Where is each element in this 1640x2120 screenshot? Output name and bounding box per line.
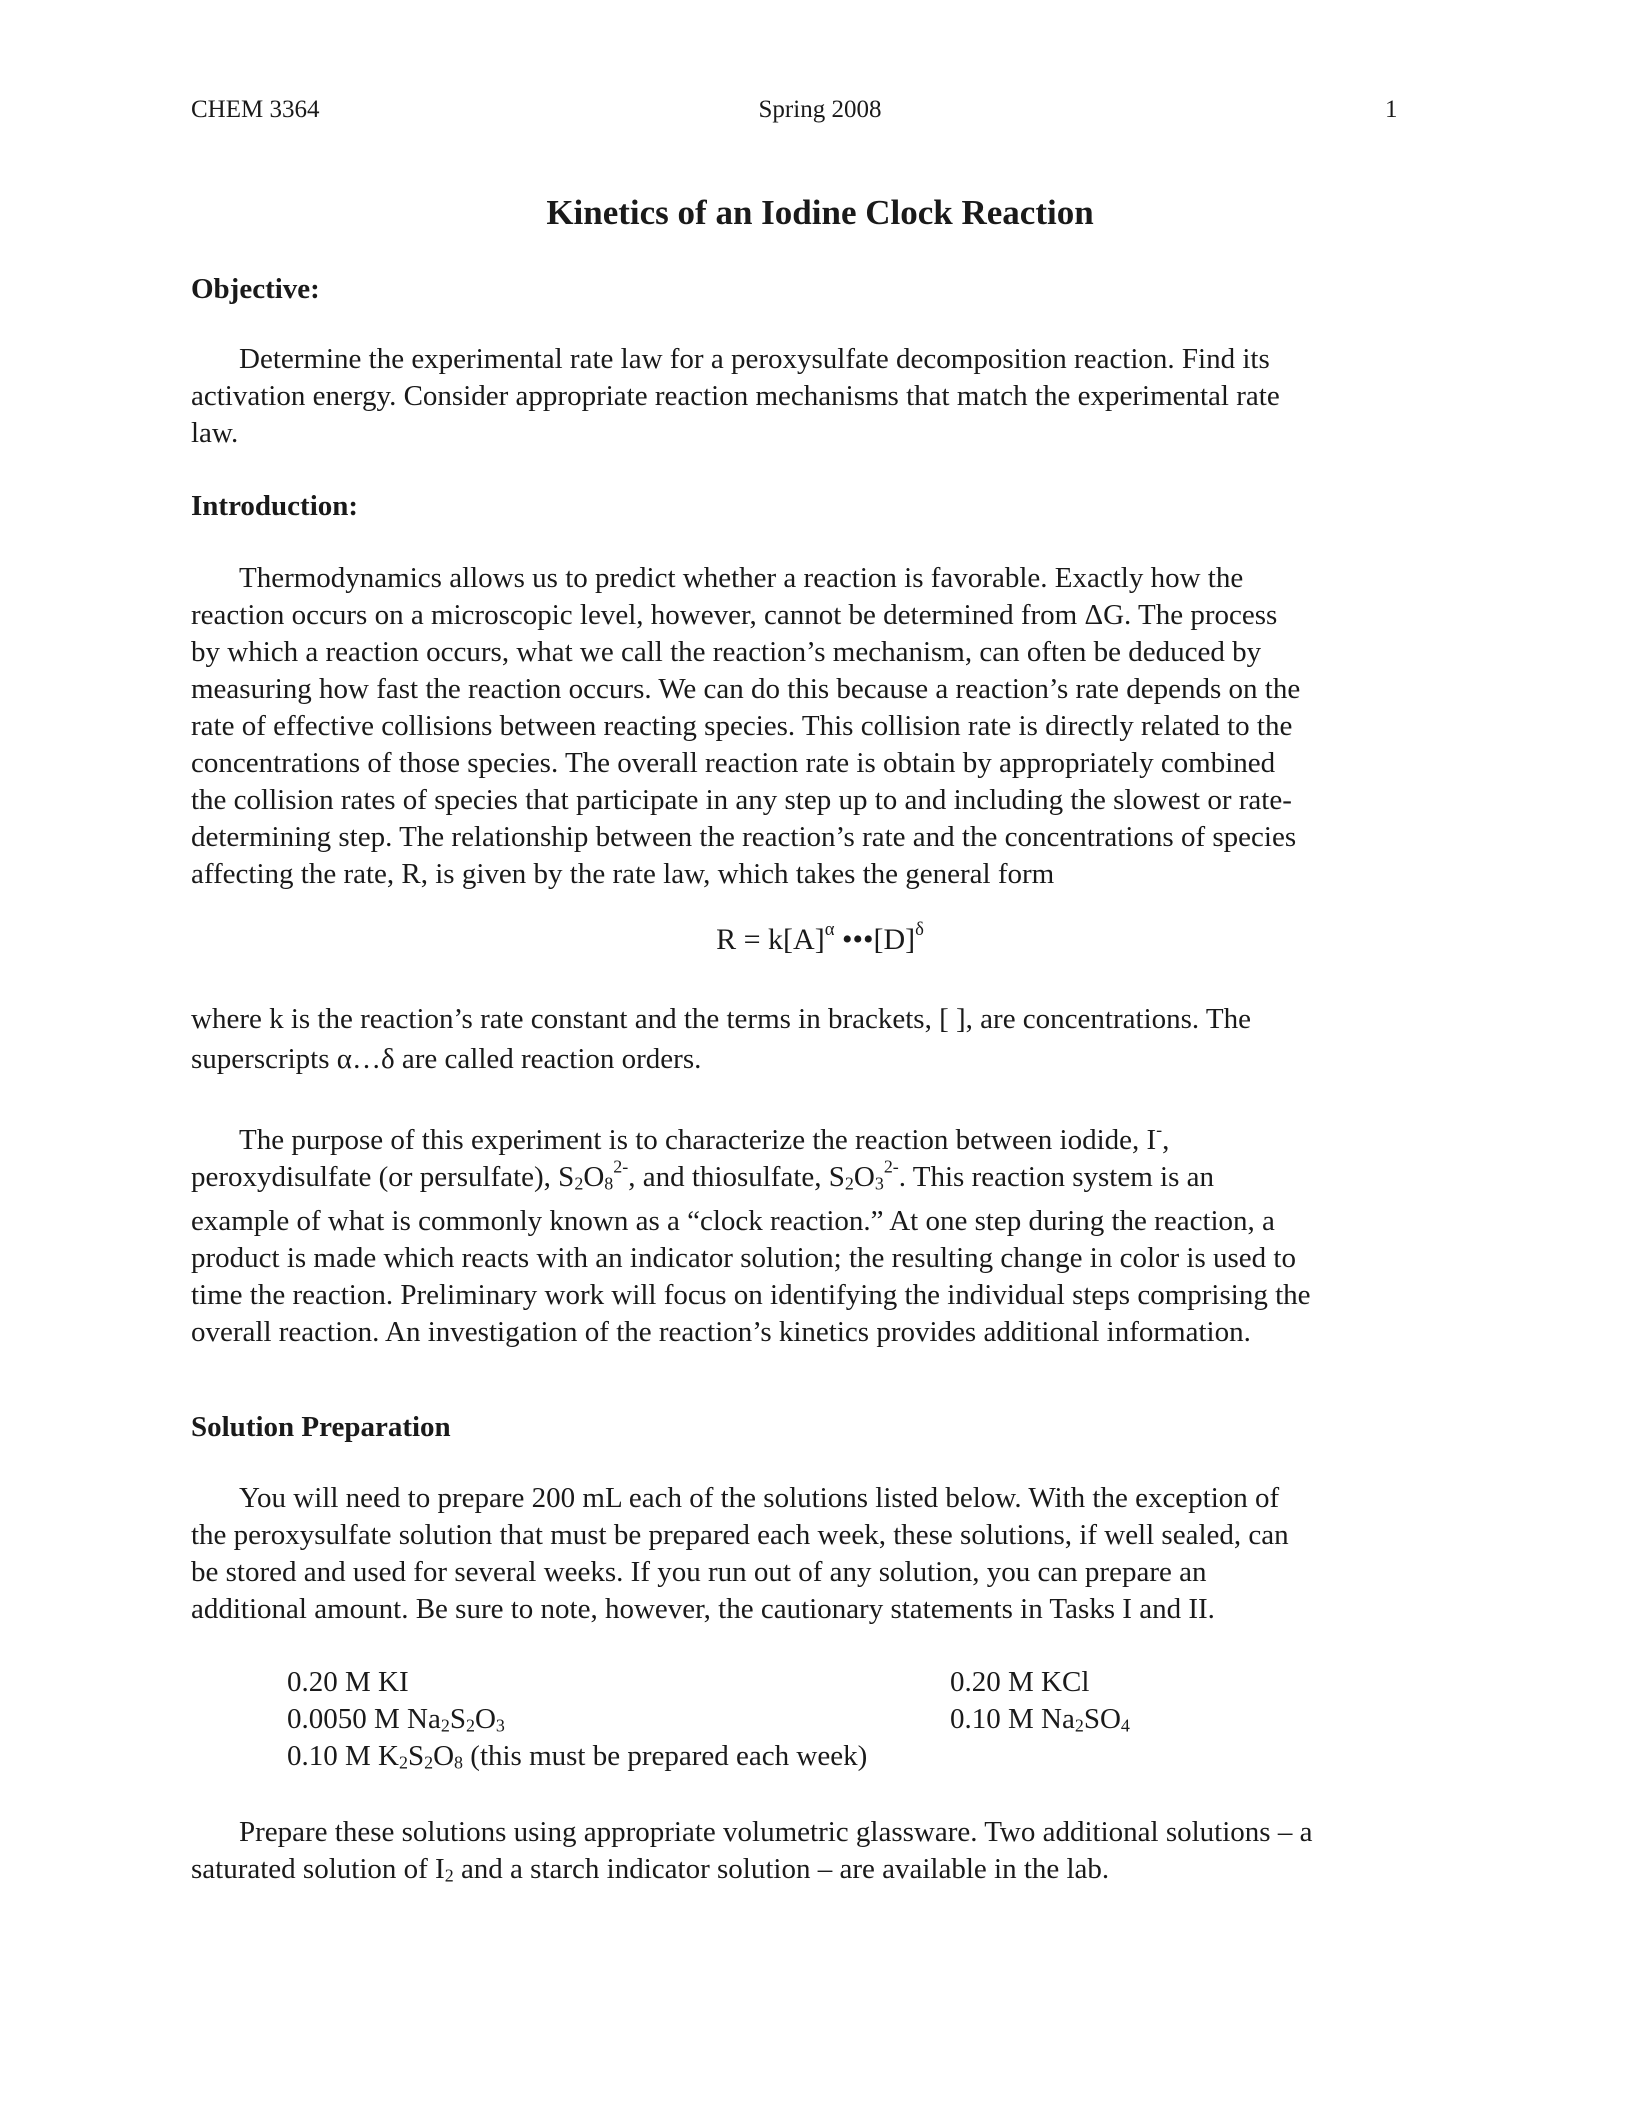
rate-law-equation: $R = k[A]^\alpha$ $•••[D]^\delta$: [716, 919, 924, 956]
intro-line: rate of effective collisions between reacting species. This collision rate is directly related to the: [191, 710, 1293, 742]
intro-line: affecting the rate, R, is given by the rate law, which takes the general form: [191, 858, 1055, 890]
solution-line: additional amount. Be sure to note, however, the cautionary statements in Tasks I and II.: [191, 1593, 1215, 1625]
solution-prep-paragraph-1: [191, 1480, 1441, 1628]
introduction-heading: Introduction:: [191, 490, 359, 522]
page-number: 1: [1385, 96, 1398, 123]
introduction-paragraph-2: [191, 999, 1441, 1079]
solution-line: saturated solution of $I_2$ and a starch indicator solution – are available in the lab.: [191, 1853, 1110, 1886]
objective-paragraph: [191, 341, 1441, 452]
intro-line: where k is the reaction’s rate constant and the terms in brackets, [ ], are concentrations. The: [191, 1003, 1251, 1035]
solution-thiosulfate: 0.0050 M $Na_2S_2O_3$: [287, 1703, 505, 1736]
solution-ki: 0.20 M KI: [287, 1666, 409, 1698]
objective-heading: Objective:: [191, 273, 320, 305]
solution-prep-heading: Solution Preparation: [191, 1411, 451, 1443]
solution-line: the peroxysulfate solution that must be prepared each week, these solutions, if well sealed, can: [191, 1519, 1289, 1551]
intro-line: time the reaction. Preliminary work will focus on identifying the individual steps comprising the: [191, 1278, 1311, 1311]
intro-line: overall reaction. An investigation of the reaction’s kinetics provides additional information.: [191, 1315, 1251, 1348]
intro-line: concentrations of those species. The overall reaction rate is obtain by appropriately combined: [191, 747, 1276, 779]
solution-line: be stored and used for several weeks. If you run out of any solution, you can prepare an: [191, 1556, 1207, 1588]
solution-prep-paragraph-2: [191, 1814, 1441, 1895]
intro-line: determining step. The relationship between the reaction’s rate and the concentrations of species: [191, 821, 1297, 853]
intro-line: peroxydisulfate (or persulfate), $S_2O_8^{2-}$, and thiosulfate, $S_2O_3^{2-}$. This reaction system is an: [191, 1156, 1214, 1194]
objective-line: Determine the experimental rate law for a peroxysulfate decomposition reaction. Find its: [239, 343, 1270, 375]
intro-line: the collision rates of species that participate in any step up to and including the slowest or rate-: [191, 784, 1292, 816]
solution-sodium-sulfate: 0.10 M $Na_2SO_4$: [950, 1703, 1130, 1736]
document-title: Kinetics of an Iodine Clock Reaction: [546, 193, 1094, 232]
intro-line: product is made which reacts with an indicator solution; the resulting change in color is used to: [191, 1241, 1296, 1274]
intro-line: measuring how fast the reaction occurs. We can do this because a reaction’s rate depends on the: [191, 673, 1301, 705]
objective-line: activation energy. Consider appropriate reaction mechanisms that match the experimental rate: [191, 380, 1280, 412]
solution-persulfate: 0.10 M $K_2S_2O_8$ (this must be prepared each week): [287, 1740, 868, 1773]
intro-line: Thermodynamics allows us to predict whether a reaction is favorable. Exactly how the: [239, 562, 1244, 594]
term-label: Spring 2008: [758, 96, 882, 123]
intro-line: reaction occurs on a microscopic level, however, cannot be determined from ΔG. The process: [191, 599, 1278, 631]
solution-line: You will need to prepare 200 mL each of the solutions listed below. With the exception of: [239, 1482, 1280, 1514]
solution-line: Prepare these solutions using appropriate volumetric glassware. Two additional solutions – a: [239, 1816, 1313, 1848]
intro-line: by which a reaction occurs, what we call the reaction’s mechanism, can often be deduced by: [191, 636, 1262, 668]
course-code: CHEM 3364: [191, 96, 320, 123]
objective-line: law.: [191, 417, 239, 449]
introduction-paragraph-3: [191, 1119, 1441, 1351]
solution-kcl: 0.20 M KCl: [950, 1666, 1090, 1698]
intro-line: superscripts α…δ are called reaction orders.: [191, 1043, 702, 1075]
intro-line: The purpose of this experiment is to characterize the reaction between iodide, I-,: [239, 1119, 1170, 1156]
introduction-paragraph-1: [191, 560, 1441, 893]
intro-line: example of what is commonly known as a “clock reaction.” At one step during the reaction, a: [191, 1204, 1275, 1237]
